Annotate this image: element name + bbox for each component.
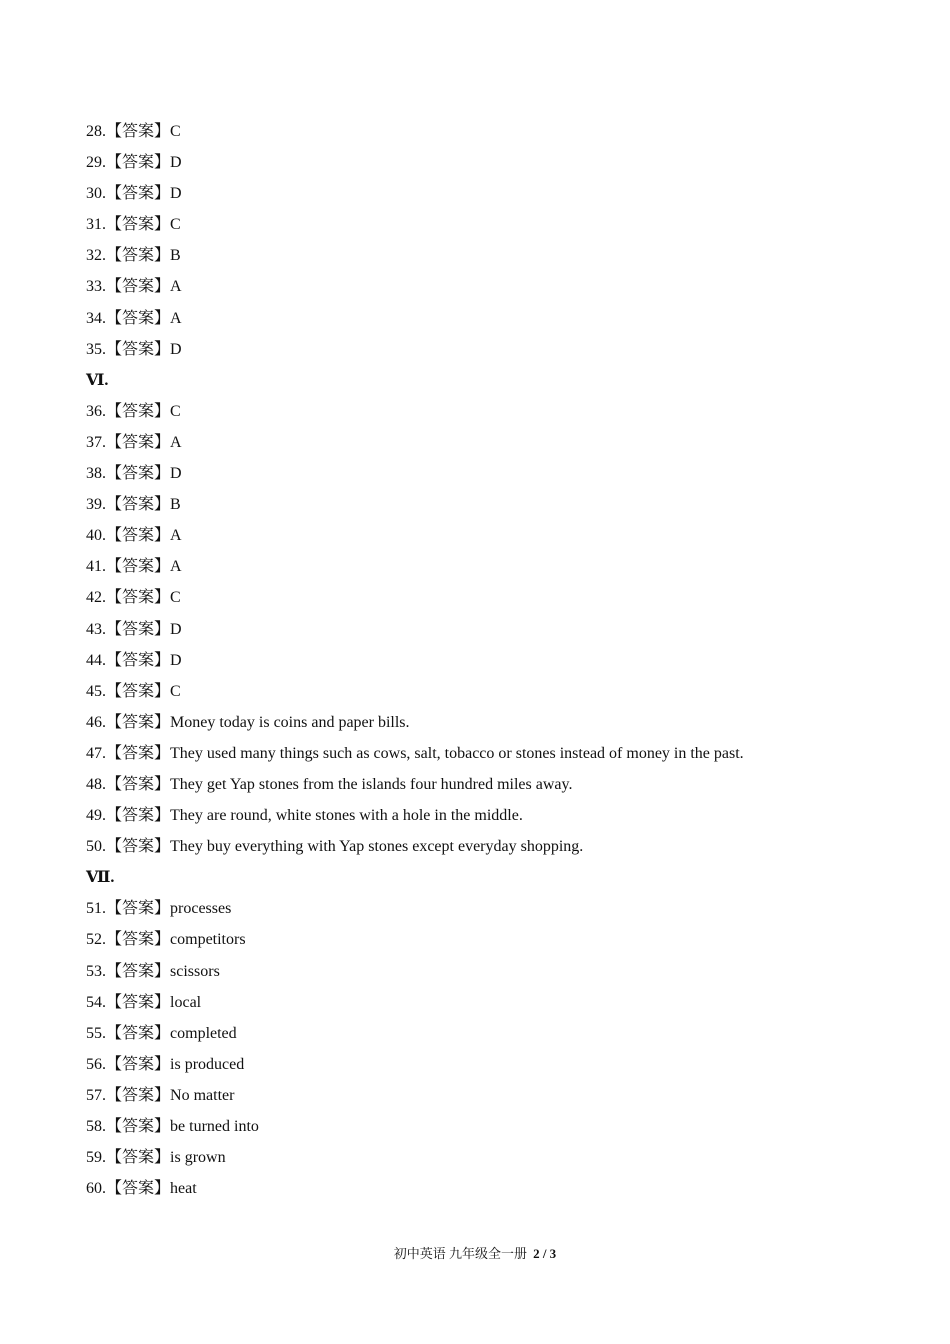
answer-line xyxy=(86,893,906,924)
answer-text: C xyxy=(170,589,181,607)
question-number: 35. xyxy=(86,340,106,358)
question-number: 34. xyxy=(86,309,106,327)
answer-line xyxy=(86,271,906,302)
answer-tag: 【答案】 xyxy=(106,340,171,358)
question-number: 36. xyxy=(86,402,106,420)
answer-tag: 【答案】 xyxy=(106,589,171,607)
answer-line xyxy=(86,116,906,147)
answer-text: is grown xyxy=(170,1149,226,1167)
answer-text: is produced xyxy=(170,1055,245,1073)
answer-tag: 【答案】 xyxy=(106,1180,171,1198)
answer-line xyxy=(86,1018,906,1049)
question-number: 60. xyxy=(86,1180,106,1198)
question-number: 53. xyxy=(86,962,106,980)
answer-line xyxy=(86,707,906,738)
answer-line xyxy=(86,334,906,365)
question-number: 40. xyxy=(86,527,106,545)
answer-tag: 【答案】 xyxy=(106,807,171,825)
answer-line xyxy=(86,458,906,489)
answer-tag: 【答案】 xyxy=(106,465,171,483)
answer-line xyxy=(86,676,906,707)
answer-tag: 【答案】 xyxy=(106,216,171,234)
answer-line xyxy=(86,520,906,551)
answer-tag: 【答案】 xyxy=(106,1086,171,1104)
answer-line xyxy=(86,738,906,769)
answer-text: B xyxy=(170,247,181,265)
answer-text: heat xyxy=(170,1180,197,1198)
question-number: 57. xyxy=(86,1086,106,1104)
question-number: 59. xyxy=(86,1149,106,1167)
answer-text: D xyxy=(170,154,182,172)
answer-tag: 【答案】 xyxy=(106,900,171,918)
question-number: 32. xyxy=(86,247,106,265)
question-number: 39. xyxy=(86,496,106,514)
answer-text: processes xyxy=(170,900,232,918)
question-number: 44. xyxy=(86,651,106,669)
answer-line xyxy=(86,147,906,178)
answer-group-1 xyxy=(86,116,906,365)
answer-text: They are round, white stones with a hole in the middle. xyxy=(170,807,523,825)
answer-line xyxy=(86,489,906,520)
answer-text: A xyxy=(170,433,182,451)
question-number: 30. xyxy=(86,185,106,203)
answer-tag: 【答案】 xyxy=(106,309,171,327)
question-number: 45. xyxy=(86,682,106,700)
answer-line xyxy=(86,769,906,800)
answer-text: D xyxy=(170,651,182,669)
answer-line xyxy=(86,614,906,645)
question-number: 52. xyxy=(86,931,106,949)
footer-page-number: 2 / 3 xyxy=(533,1246,557,1261)
answer-line xyxy=(86,987,906,1018)
answer-tag: 【答案】 xyxy=(106,620,171,638)
answer-tag: 【答案】 xyxy=(106,744,171,762)
answer-text: completed xyxy=(170,1024,237,1042)
answer-tag: 【答案】 xyxy=(106,1149,171,1167)
answer-text: A xyxy=(170,278,182,296)
answer-text: C xyxy=(170,402,181,420)
answer-tag: 【答案】 xyxy=(106,931,171,949)
question-number: 58. xyxy=(86,1118,106,1135)
question-number: 55. xyxy=(86,1024,106,1042)
answer-line xyxy=(86,178,906,209)
question-number: 48. xyxy=(86,775,106,793)
answer-line xyxy=(86,427,906,458)
answer-tag: 【答案】 xyxy=(106,962,171,980)
answer-text: local xyxy=(170,993,202,1011)
answer-tag: 【答案】 xyxy=(106,1118,171,1135)
answer-tag: 【答案】 xyxy=(106,1055,171,1073)
answer-tag: 【答案】 xyxy=(106,247,171,265)
question-number: 46. xyxy=(86,713,106,731)
section-heading-vi: Ⅵ. xyxy=(86,371,109,389)
answer-tag: 【答案】 xyxy=(106,713,171,731)
question-number: 38. xyxy=(86,465,106,483)
answer-line xyxy=(86,1049,906,1080)
answer-line xyxy=(86,396,906,427)
answer-text: B xyxy=(170,496,181,514)
question-number: 29. xyxy=(86,154,106,172)
answer-line xyxy=(86,582,906,613)
section-heading-vii: Ⅶ. xyxy=(86,869,115,887)
answer-text: C xyxy=(170,216,181,234)
answer-tag: 【答案】 xyxy=(106,775,171,793)
answer-tag: 【答案】 xyxy=(106,154,171,172)
answer-list xyxy=(86,116,906,1204)
answer-text: D xyxy=(170,620,182,638)
answer-text: competitors xyxy=(170,931,246,949)
answer-line xyxy=(86,1080,906,1111)
answer-tag: 【答案】 xyxy=(106,433,171,451)
answer-tag: 【答案】 xyxy=(106,185,171,203)
answer-line xyxy=(86,240,906,271)
answer-text: They buy everything with Yap stones except everyday shopping. xyxy=(170,838,584,856)
page-footer xyxy=(0,1244,950,1264)
answer-text: Money today is coins and paper bills. xyxy=(170,713,410,731)
answer-line xyxy=(86,303,906,334)
answer-group-2 xyxy=(86,396,906,862)
answer-text: be turned into xyxy=(170,1118,259,1135)
question-number: 42. xyxy=(86,589,106,607)
answer-tag: 【答案】 xyxy=(106,496,171,514)
question-number: 54. xyxy=(86,993,106,1011)
answer-line xyxy=(86,1111,906,1142)
answer-text: D xyxy=(170,185,182,203)
answer-text: D xyxy=(170,340,182,358)
answer-tag: 【答案】 xyxy=(106,651,171,669)
question-number: 28. xyxy=(86,123,106,140)
answer-line xyxy=(86,831,906,862)
answer-line xyxy=(86,645,906,676)
answer-text: D xyxy=(170,465,182,483)
answer-text: A xyxy=(170,309,182,327)
answer-tag: 【答案】 xyxy=(106,402,171,420)
answer-line xyxy=(86,956,906,987)
answer-text: scissors xyxy=(170,962,220,980)
answer-group-3 xyxy=(86,893,906,1204)
question-number: 31. xyxy=(86,216,106,234)
answer-text: A xyxy=(170,527,182,545)
answer-tag: 【答案】 xyxy=(106,558,171,576)
question-number: 56. xyxy=(86,1055,106,1073)
question-number: 49. xyxy=(86,807,106,825)
answer-tag: 【答案】 xyxy=(106,1024,171,1042)
answer-text: They get Yap stones from the islands four hundred miles away. xyxy=(170,775,573,793)
answer-tag: 【答案】 xyxy=(106,278,171,296)
answer-tag: 【答案】 xyxy=(106,993,171,1011)
answer-tag: 【答案】 xyxy=(106,123,171,140)
question-number: 47. xyxy=(86,744,106,762)
answer-line xyxy=(86,800,906,831)
answer-line xyxy=(86,1142,906,1173)
answer-text: A xyxy=(170,558,182,576)
answer-tag: 【答案】 xyxy=(106,838,171,856)
answer-line xyxy=(86,209,906,240)
answer-tag: 【答案】 xyxy=(106,682,171,700)
answer-text: C xyxy=(170,123,181,140)
question-number: 51. xyxy=(86,900,106,918)
question-number: 43. xyxy=(86,620,106,638)
answer-line xyxy=(86,551,906,582)
answer-line xyxy=(86,924,906,955)
question-number: 50. xyxy=(86,838,106,856)
answer-tag: 【答案】 xyxy=(106,527,171,545)
question-number: 33. xyxy=(86,278,106,296)
footer-subject: 初中英语 九年级全一册 xyxy=(393,1246,528,1261)
answer-text: No matter xyxy=(170,1086,235,1104)
question-number: 37. xyxy=(86,433,106,451)
question-number: 41. xyxy=(86,558,106,576)
answer-text: C xyxy=(170,682,181,700)
answer-line xyxy=(86,1173,906,1204)
answer-text: They used many things such as cows, salt, tobacco or stones instead of money in the past. xyxy=(170,744,744,762)
